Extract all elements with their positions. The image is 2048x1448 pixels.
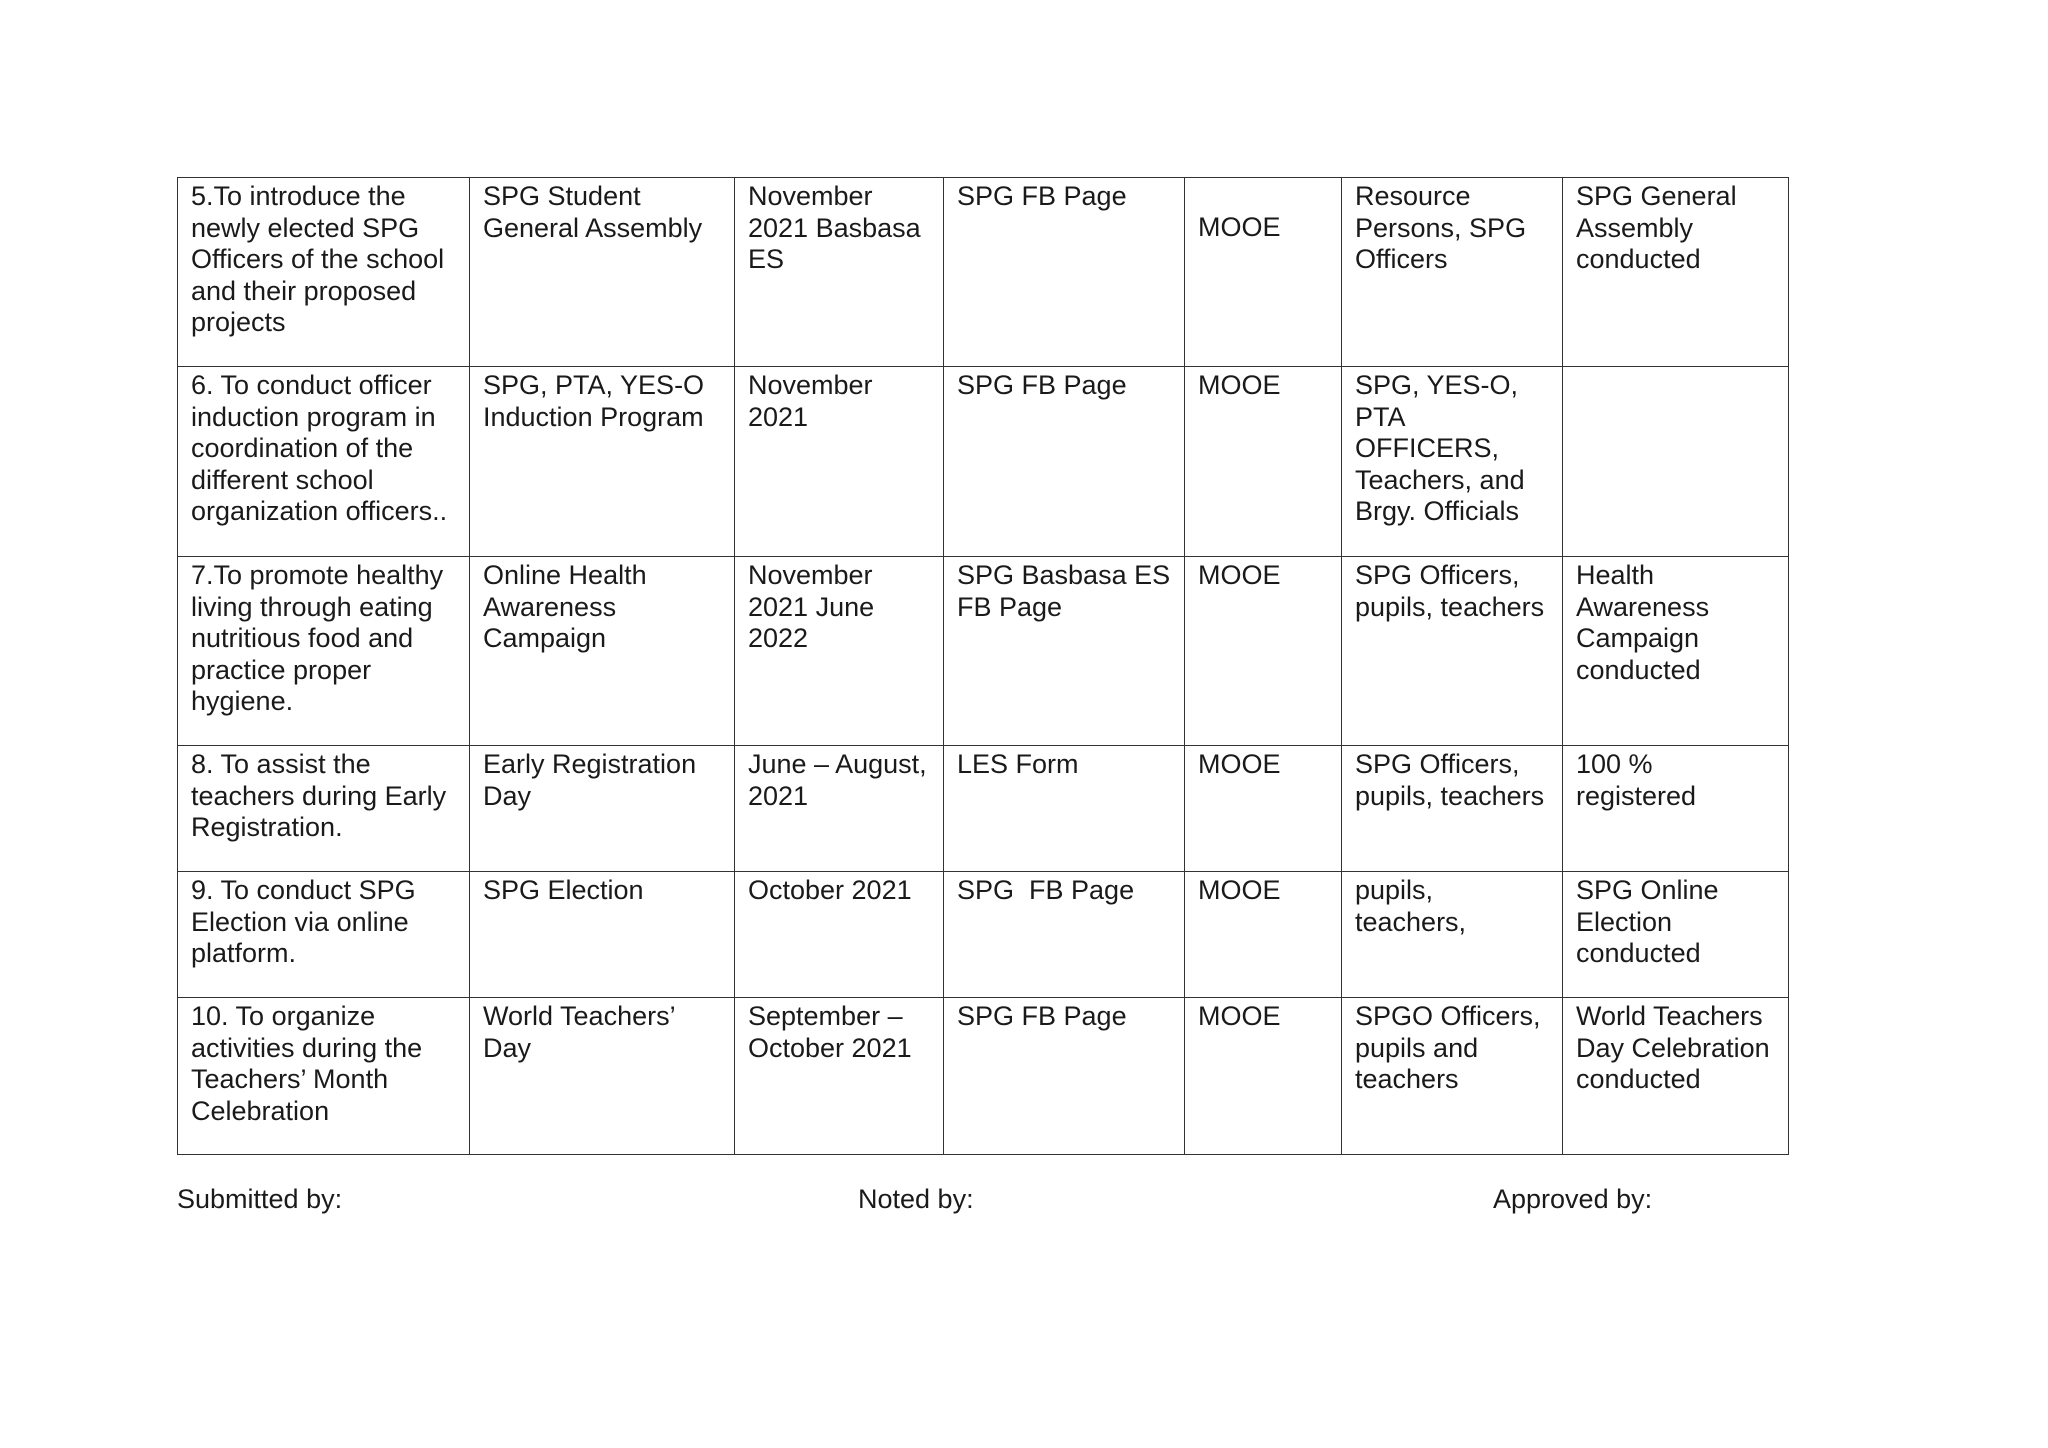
expected-output-cell: SPG Online Election conducted: [1563, 872, 1789, 998]
expected-output-cell: 100 % registered: [1563, 746, 1789, 872]
expected-output-cell: World Teachers Day Celebration conducted: [1563, 998, 1789, 1155]
persons-involved-cell: pupils, teachers,: [1342, 872, 1563, 998]
timeframe-cell: November 2021 June 2022: [735, 557, 944, 746]
table-row: [178, 872, 1789, 998]
objective-cell: 10. To organize activities during the Teachers’ Month Celebration: [178, 998, 470, 1155]
table-row: [178, 178, 1789, 367]
table-row: [178, 557, 1789, 746]
activity-cell: SPG Election: [470, 872, 735, 998]
activity-cell: SPG, PTA, YES-O Induction Program: [470, 367, 735, 557]
activity-cell: Online Health Awareness Campaign: [470, 557, 735, 746]
persons-involved-cell: SPGO Officers, pupils and teachers: [1342, 998, 1563, 1155]
objective-cell: 8. To assist the teachers during Early Registration.: [178, 746, 470, 872]
table-row: [178, 367, 1789, 557]
activity-cell: SPG Student General Assembly: [470, 178, 735, 367]
submitted-by-label: Submitted by:: [177, 1184, 343, 1214]
table-row: [178, 746, 1789, 872]
venue-cell: SPG FB Page: [944, 178, 1185, 367]
fund-source-cell: MOOE: [1185, 367, 1342, 557]
fund-source-cell: MOOE: [1185, 998, 1342, 1155]
fund-source-cell: MOOE: [1185, 178, 1342, 367]
persons-involved-cell: Resource Persons, SPG Officers: [1342, 178, 1563, 367]
venue-cell: SPG FB Page: [944, 872, 1185, 998]
activity-cell: World Teachers’ Day: [470, 998, 735, 1155]
noted-by-label: Noted by:: [858, 1184, 974, 1214]
expected-output-cell: SPG General Assembly conducted: [1563, 178, 1789, 367]
timeframe-cell: June – August, 2021: [735, 746, 944, 872]
persons-involved-cell: SPG Officers, pupils, teachers: [1342, 557, 1563, 746]
venue-cell: SPG Basbasa ES FB Page: [944, 557, 1185, 746]
signature-block: [0, 1184, 2048, 1224]
timeframe-cell: November 2021: [735, 367, 944, 557]
venue-cell: SPG FB Page: [944, 998, 1185, 1155]
activity-cell: Early Registration Day: [470, 746, 735, 872]
objective-cell: 7.To promote healthy living through eating nutritious food and practice proper hygiene.: [178, 557, 470, 746]
expected-output-cell: Health Awareness Campaign conducted: [1563, 557, 1789, 746]
persons-involved-cell: SPG, YES-O, PTA OFFICERS, Teachers, and Brgy. Officials: [1342, 367, 1563, 557]
expected-output-cell: [1563, 367, 1789, 557]
fund-source-cell: MOOE: [1185, 872, 1342, 998]
venue-cell: SPG FB Page: [944, 367, 1185, 557]
timeframe-cell: November 2021 Basbasa ES: [735, 178, 944, 367]
activity-plan-table: [177, 177, 1789, 1155]
objective-cell: 9. To conduct SPG Election via online platform.: [178, 872, 470, 998]
objective-cell: 6. To conduct officer induction program in coordination of the different school organization officers..: [178, 367, 470, 557]
fund-source-cell: MOOE: [1185, 557, 1342, 746]
persons-involved-cell: SPG Officers, pupils, teachers: [1342, 746, 1563, 872]
approved-by-label: Approved by:: [1493, 1184, 1653, 1214]
timeframe-cell: October 2021: [735, 872, 944, 998]
venue-cell: LES Form: [944, 746, 1185, 872]
table-row: [178, 998, 1789, 1155]
objective-cell: 5.To introduce the newly elected SPG Officers of the school and their proposed projects: [178, 178, 470, 367]
timeframe-cell: September – October 2021: [735, 998, 944, 1155]
fund-source-cell: MOOE: [1185, 746, 1342, 872]
